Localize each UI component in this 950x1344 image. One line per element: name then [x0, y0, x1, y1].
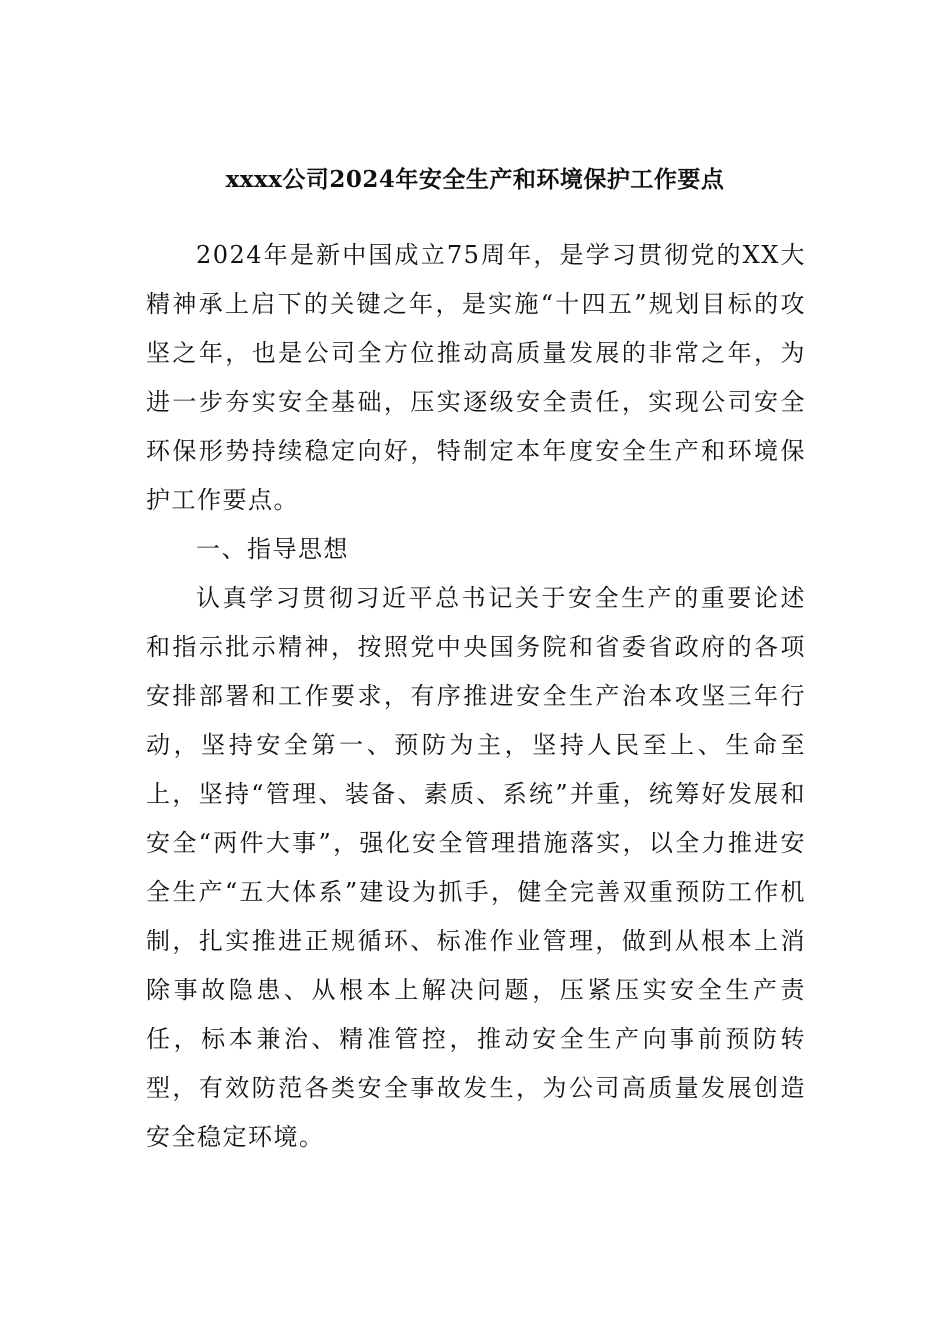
section-heading-guiding-ideology: 一、指导思想	[196, 535, 349, 563]
document-body	[146, 231, 806, 1162]
intro-paragraph: 2024年是新中国成立75周年，是学习贯彻党的XX大精神承上启下的关键之年，是实施“十四五”规划目标的攻坚之年，也是公司全方位推动高质量发展的非常之年，为进一步夯实安全基础，压实逐级安全责任，实现公司安全环保形势持续稳定向好，特制定本年度安全生产和环境保护工作要点。	[146, 241, 806, 514]
document-title: xxxx公司2024年安全生产和环境保护工作要点	[225, 166, 725, 193]
guiding-ideology-paragraph: 认真学习贯彻习近平总书记关于安全生产的重要论述和指示批示精神，按照党中央国务院和省委省政府的各项安排部署和工作要求，有序推进安全生产治本攻坚三年行动，坚持安全第一、预防为主，坚持人民至上、生命至上，坚持“管理、装备、素质、系统”并重，统筹好发展和安全“两件大事”，强化安全管理措施落实，以全力推进安全生产“五大体系”建设为抓手，健全完善双重预防工作机制，扎实推进正规循环、标准作业管理，做到从根本上消除事故隐患、从根本上解决问题，压紧压实安全生产责任，标本兼治、精准管控，推动安全生产向事前预防转型，有效防范各类安全事故发生，为公司高质量发展创造安全稳定环境。	[146, 584, 806, 1151]
